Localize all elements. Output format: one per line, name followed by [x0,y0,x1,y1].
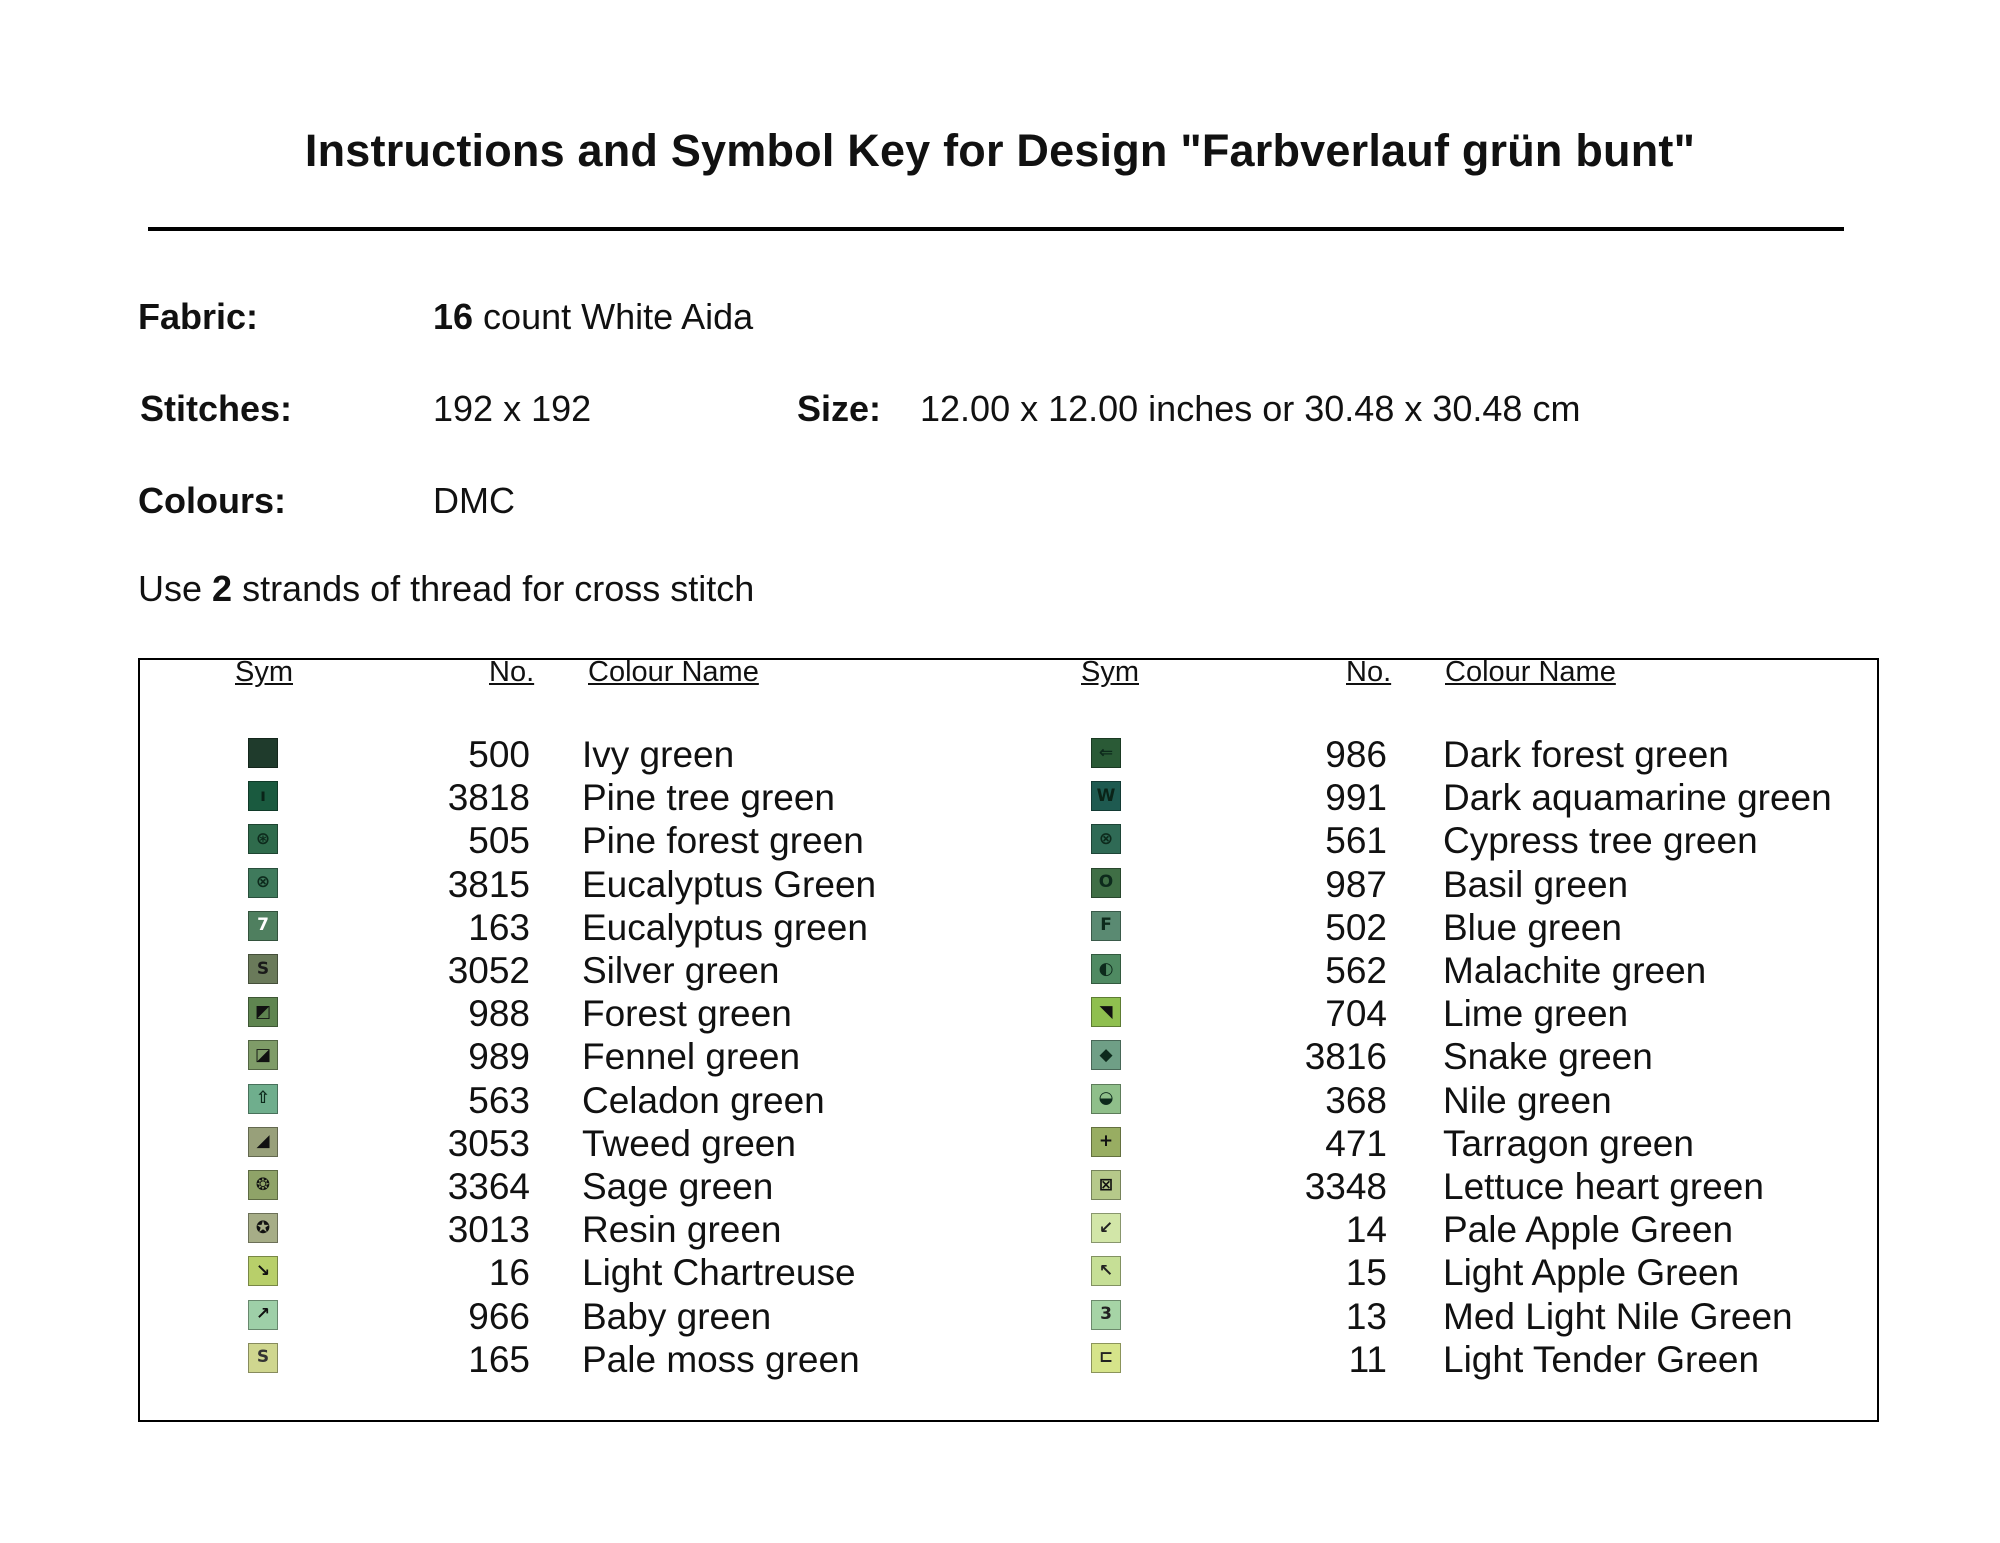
strands-instruction [138,568,754,610]
right-colour-number: 3348 [1304,1166,1387,1207]
left-colour-name: Eucalyptus green [582,906,868,948]
right-colour-name: Cypress tree green [1443,820,1758,862]
left-symbol-563-icon: ⇧ [248,1084,278,1114]
right-colour-name: Lime green [1443,993,1629,1035]
right-colour-number: 704 [1325,993,1387,1035]
left-symbol-3815-icon: ⊗ [248,868,278,898]
size-label: Size: [797,388,882,429]
size-value: 12.00 x 12.00 inches or 30.48 x 30.48 cm [920,388,1581,429]
right-colour-number: 11 [1348,1338,1387,1380]
right-colour-number: 561 [1325,820,1387,862]
right-colour-name: Tarragon green [1443,1122,1694,1164]
left-symbol-3053-icon: ◢ [248,1127,278,1157]
left-colour-number: 500 [468,734,530,775]
header-sym-left: Sym [235,656,293,688]
page-title: Instructions and Symbol Key for Design "Farbverlauf grün bunt" [304,125,1696,176]
right-colour-number: 562 [1325,950,1387,991]
left-colour-number: 563 [468,1079,530,1121]
right-symbol-3816-icon: ◆ [1091,1040,1121,1070]
right-colour-number: 3816 [1304,1036,1387,1078]
right-colour-name: Basil green [1443,863,1629,905]
right-colour-number: 14 [1345,1209,1387,1251]
header-no-right: No. [1346,656,1392,688]
right-colour-number: 471 [1325,1122,1387,1164]
left-colour-name: Baby green [582,1295,772,1337]
right-colour-number: 15 [1345,1252,1387,1294]
left-symbol-16-icon: ↘ [248,1256,278,1286]
right-colour-number: 13 [1345,1295,1387,1337]
left-colour-number: 3818 [447,777,530,819]
right-colour-name: Light Tender Green [1443,1338,1760,1380]
header-sym-right: Sym [1081,656,1139,688]
left-symbol-989-icon: ◪ [248,1040,278,1070]
right-colour-name: Snake green [1443,1036,1653,1078]
header-name-left: Colour Name [588,656,759,688]
right-colour-name: Malachite green [1443,950,1707,991]
left-colour-number: 163 [468,906,530,948]
strands-post: strands of thread for cross stitch [232,568,755,609]
right-colour-number: 987 [1325,863,1387,905]
left-colour-number: 988 [468,993,530,1035]
right-symbol-561-icon: ⊗ [1091,824,1121,854]
left-colour-name: Pine tree green [582,777,836,819]
header-name-right: Colour Name [1445,656,1616,688]
right-colour-number: 502 [1325,906,1387,948]
strands-count: 2 [212,568,233,609]
right-symbol-704-icon: ◥ [1091,997,1121,1027]
left-colour-name: Light Chartreuse [582,1252,856,1294]
left-colour-number: 16 [488,1252,530,1294]
right-colour-number: 986 [1325,734,1387,775]
strands-pre: Use [138,568,213,609]
stitches-value: 192 x 192 [433,388,592,429]
left-colour-number: 3815 [447,863,530,905]
right-colour-name: Dark forest green [1443,734,1729,775]
right-colour-name: Lettuce heart green [1443,1166,1764,1207]
fabric-value [433,296,753,338]
fabric-label: Fabric: [138,296,259,337]
left-symbol-500-icon [248,738,278,768]
left-colour-name: Fennel green [582,1036,801,1078]
right-symbol-987-icon: O [1091,868,1121,898]
right-symbol-3348-icon: ⊠ [1091,1170,1121,1200]
right-symbol-471-icon: + [1091,1127,1121,1157]
left-colour-number: 3052 [447,950,530,991]
left-colour-name: Pine forest green [582,820,864,862]
right-colour-name: Nile green [1443,1079,1612,1121]
header-no-left: No. [489,656,535,688]
title-divider [148,227,1844,231]
right-symbol-991-icon: W [1091,781,1121,811]
left-colour-number: 966 [468,1295,530,1337]
left-colour-number: 505 [468,820,530,862]
right-colour-number: 991 [1325,777,1387,819]
left-symbol-3013-icon: ✪ [248,1213,278,1243]
right-colour-name: Pale Apple Green [1443,1209,1734,1251]
left-symbol-3052-icon: S [248,954,278,984]
left-colour-name: Eucalyptus Green [582,863,877,905]
stitches-label: Stitches: [140,388,293,429]
right-symbol-14-icon: ↙ [1091,1213,1121,1243]
left-colour-name: Pale moss green [582,1338,860,1380]
left-colour-name: Celadon green [582,1079,825,1121]
left-colour-name: Silver green [582,950,780,991]
left-symbol-966-icon: ↗ [248,1300,278,1330]
left-symbol-163-icon: 7 [248,911,278,941]
right-symbol-986-icon: ⇐ [1091,738,1121,768]
left-colour-name: Resin green [582,1209,782,1251]
right-colour-number: 368 [1325,1079,1387,1121]
left-colour-number: 165 [468,1338,530,1380]
colours-value: DMC [433,480,515,521]
left-colour-name: Forest green [582,993,792,1035]
right-colour-name: Med Light Nile Green [1443,1295,1793,1337]
right-symbol-11-icon: ⊏ [1091,1343,1121,1373]
right-symbol-13-icon: 3 [1091,1300,1121,1330]
left-colour-number: 3053 [447,1122,530,1164]
right-symbol-502-icon: F [1091,911,1121,941]
right-colour-name: Blue green [1443,906,1622,948]
left-symbol-988-icon: ◩ [248,997,278,1027]
left-colour-name: Sage green [582,1166,774,1207]
right-colour-name: Dark aquamarine green [1443,777,1832,819]
left-symbol-505-icon: ⊛ [248,824,278,854]
left-symbol-3818-icon: ı [248,781,278,811]
left-colour-number: 3013 [447,1209,530,1251]
left-symbol-165-icon: S [248,1343,278,1373]
left-colour-number: 989 [468,1036,530,1078]
right-symbol-562-icon: ◐ [1091,954,1121,984]
right-symbol-368-icon: ◒ [1091,1084,1121,1114]
colours-label: Colours: [138,480,286,521]
left-symbol-3364-icon: ❂ [248,1170,278,1200]
fabric-count: 16 [433,296,474,337]
fabric-description: count White Aida [473,296,754,337]
right-colour-name: Light Apple Green [1443,1252,1740,1294]
left-colour-name: Ivy green [582,734,735,775]
right-symbol-15-icon: ↖ [1091,1256,1121,1286]
left-colour-name: Tweed green [582,1122,796,1164]
left-colour-number: 3364 [447,1166,530,1207]
